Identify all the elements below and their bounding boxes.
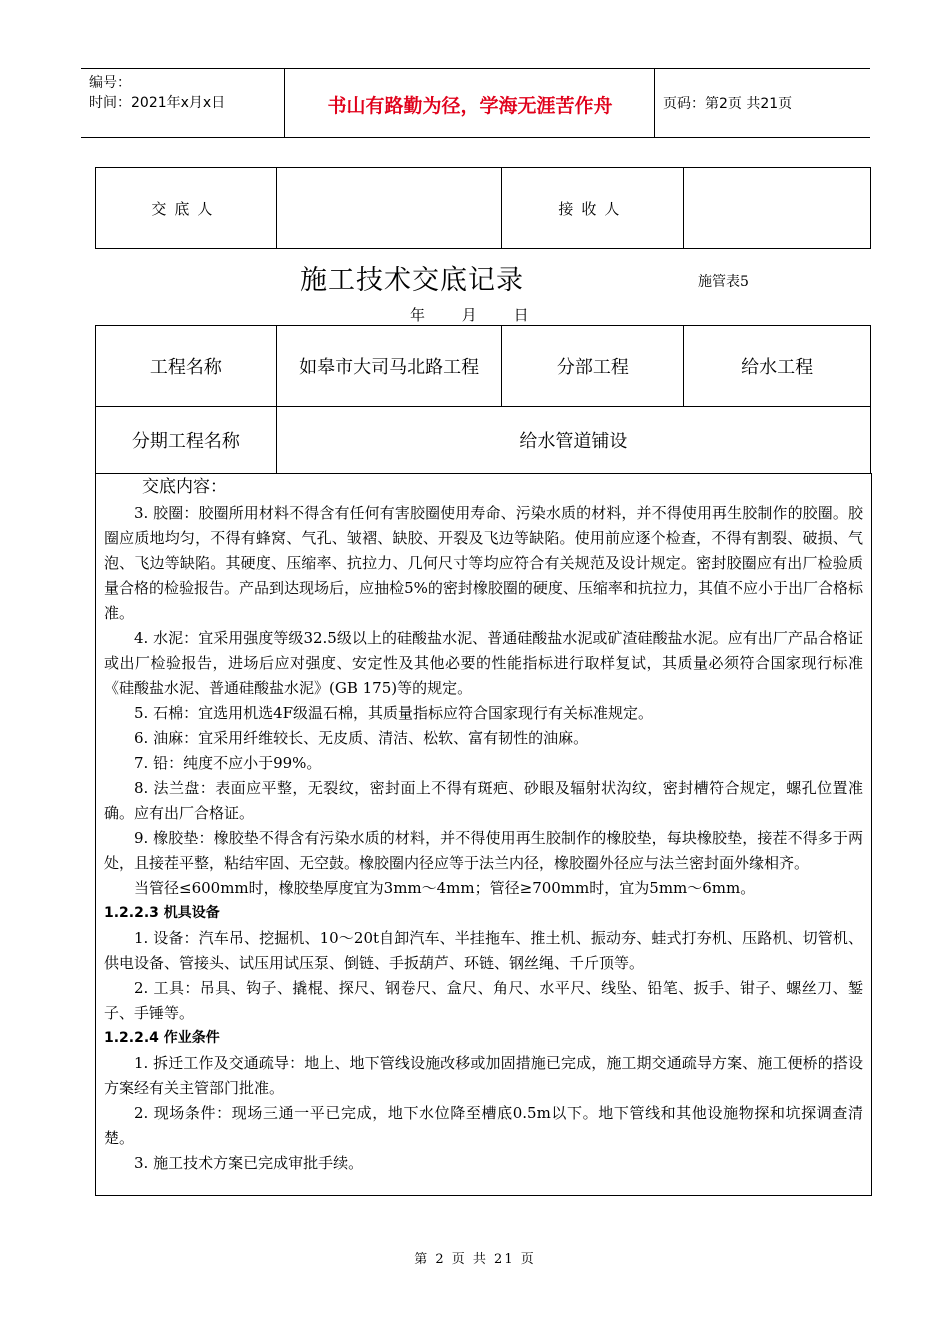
project-table (95, 325, 871, 474)
paragraph: 7. 铅：纯度不应小于99%。 (134, 754, 322, 772)
content-lead: 交底内容： (142, 477, 227, 497)
form-number: 施管表5 (698, 274, 749, 290)
page-footer: 第 2 页 共 21 页 (414, 1252, 536, 1267)
header-motto: 书山有路勤为径，学海无涯苦作舟 (327, 95, 613, 117)
header-meta (89, 73, 225, 113)
document-title: 施工技术交底记录 (300, 265, 524, 296)
date-row (410, 304, 561, 325)
header-divider (654, 69, 655, 137)
giver-value (276, 168, 502, 249)
content-text (104, 473, 863, 1176)
division-value: 给水工程 (684, 326, 871, 407)
time-label: 时间：2021年x月x日 (89, 95, 226, 111)
header-divider (284, 69, 285, 137)
paragraph: 6. 油麻：宜采用纤维较长、无皮质、清洁、松软、富有韧性的油麻。 (134, 729, 589, 747)
paragraph: 1. 设备：汽车吊、挖掘机、10～20t自卸汽车、半挂拖车、推土机、振动夯、蛙式打夯机、压路机、切管机、供电设备、管接头、试压用试压泵、倒链、手扳葫芦、环链、钢丝绳、千斤顶等。 (104, 929, 863, 972)
page-header (81, 68, 870, 138)
paragraph: 3. 施工技术方案已完成审批手续。 (134, 1154, 364, 1172)
section-heading: 1.2.2.3 机具设备 (104, 905, 220, 921)
handover-table (95, 167, 871, 249)
content-box (95, 473, 872, 1196)
project-name-value: 如皋市大司马北路工程 (276, 326, 502, 407)
serial-label: 编号： (89, 75, 131, 91)
division-label: 分部工程 (502, 326, 684, 407)
paragraph: 4. 水泥：宜采用强度等级32.5级以上的硅酸盐水泥、普通硅酸盐水泥或矿渣硅酸盐水泥。应有出厂产品合格证或出厂检验报告，进场后应对强度、安定性及其他必要的性能指标进行取样复试，其质量必须符合国家现行标准《硅酸盐水泥、普通硅酸盐水泥》(GB 175)等的规定。 (104, 629, 863, 697)
phase-label: 分期工程名称 (96, 407, 277, 474)
receiver-value (684, 168, 871, 249)
date-month: 月 (461, 306, 477, 324)
receiver-label: 接收人 (502, 168, 684, 249)
paragraph: 5. 石棉：宜选用机选4F级温石棉，其质量指标应符合国家现行有关标准规定。 (134, 704, 654, 722)
paragraph: 1. 拆迁工作及交通疏导：地上、地下管线设施改移或加固措施已完成，施工期交通疏导方案、施工便桥的搭设方案经有关主管部门批准。 (104, 1054, 863, 1097)
date-year: 年 (410, 306, 426, 324)
project-name-label: 工程名称 (96, 326, 277, 407)
section-heading: 1.2.2.4 作业条件 (104, 1030, 220, 1046)
date-day: 日 (513, 306, 529, 324)
header-page-info: 页码：第2页 共21页 (663, 96, 793, 112)
phase-value: 给水管道铺设 (276, 407, 870, 474)
paragraph: 3. 胶圈：胶圈所用材料不得含有任何有害胶圈使用寿命、污染水质的材料，并不得使用再生胶制作的胶圈。胶圈应质地均匀，不得有蜂窝、气孔、皱褶、缺胶、开裂及飞边等缺陷。使用前应逐个检查，不得有割裂、破损、气泡、飞边等缺陷。其硬度、压缩率、抗拉力、几何尺寸等均应符合有关规范及设计规定。密封胶圈应有出厂检验质量合格的检验报告。产品到达现场后，应抽检5%的密封橡胶圈的硬度、压缩率和抗拉力，其值不应小于出厂合格标准。 (104, 504, 863, 622)
paragraph: 9. 橡胶垫：橡胶垫不得含有污染水质的材料，并不得使用再生胶制作的橡胶垫，每块橡胶垫，接茬不得多于两处，且接茬平整，粘结牢固、无空鼓。橡胶圈内径应等于法兰内径，橡胶圈外径应与法兰密封面外缘相齐。 (104, 829, 863, 872)
paragraph: 2. 工具：吊具、钩子、撬棍、探尺、钢卷尺、盒尺、角尺、水平尺、线坠、铅笔、扳手、钳子、螺丝刀、錾子、手锤等。 (104, 979, 863, 1022)
paragraph: 8. 法兰盘：表面应平整，无裂纹，密封面上不得有斑疤、砂眼及辐射状沟纹，密封槽符合规定，螺孔位置准确。应有出厂合格证。 (104, 779, 863, 822)
giver-label: 交底人 (96, 168, 277, 249)
paragraph: 2. 现场条件：现场三通一平已完成，地下水位降至槽底0.5m以下。地下管线和其他设施物探和坑探调查清楚。 (104, 1104, 863, 1147)
paragraph: 当管径≤600mm时，橡胶垫厚度宜为3mm～4mm；管径≥700mm时，宜为5mm～6mm。 (134, 879, 756, 897)
